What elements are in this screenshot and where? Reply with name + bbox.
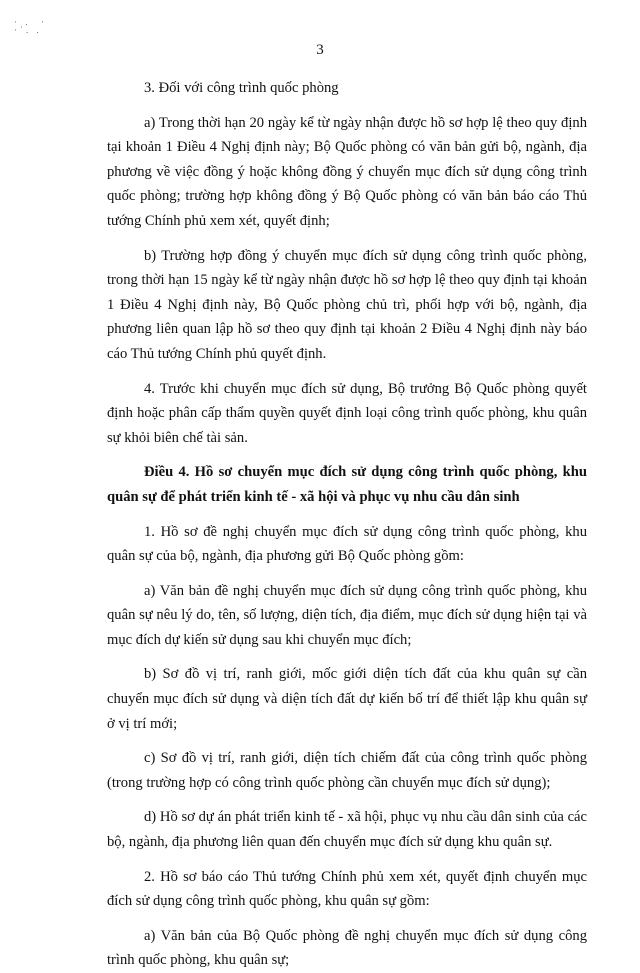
section-3b-paragraph: b) Trường hợp đồng ý chuyển mục đích sử dụng công trình quốc phòng, trong thời hạn 15 ngày kể từ ngày nhận được hồ sơ hợp lệ theo quy định tại khoản 1 Điều 4 Nghị định này, Bộ Quốc phòng chủ trì, phối hợp với bộ, ngành, địa phương liên quan lập hồ sơ theo quy định tại khoản 2 Điều 4 Nghị định này báo cáo Thủ tướng Chính phủ quyết định. — [107, 247, 587, 362]
section-3-title: 3. Đối với công trình quốc phòng — [144, 80, 339, 96]
article-4-heading: Điều 4. Hồ sơ chuyển mục đích sử dụng công trình quốc phòng, khu quân sự để phát triển kinh tế - xã hội và phục vụ nhu cầu dân sinh — [107, 464, 587, 505]
clause-1a-paragraph: a) Văn bản đề nghị chuyển mục đích sử dụng công trình quốc phòng, khu quân sự nêu lý do, tên, số lượng, diện tích, địa điểm, mục đích sử dụng hiện tại và mục đích dự kiến sử dụng sau khi chuyển mục đích; — [107, 582, 587, 648]
scan-specks: · . · ·˙. . — [14, 17, 47, 35]
article-4-clause-2: 2. Hồ sơ báo cáo Thủ tướng Chính phủ xem xét, quyết định chuyển mục đích sử dụng công trình quốc phòng, khu quân sự gồm: — [107, 868, 587, 910]
clause-1c-paragraph: c) Sơ đồ vị trí, ranh giới, diện tích chiếm đất của công trình quốc phòng (trong trường hợp có công trình quốc phòng cần chuyển mục đích sử dụng); — [107, 750, 587, 791]
section-4-paragraph: 4. Trước khi chuyển mục đích sử dụng, Bộ trưởng Bộ Quốc phòng quyết định hoặc phân cấp thẩm quyền quyết định loại công trình quốc phòng, khu quân sự khỏi biên chế tài sản. — [107, 380, 587, 446]
clause-1b-paragraph: b) Sơ đồ vị trí, ranh giới, mốc giới diện tích đất của khu quân sự cần chuyển mục đích sử dụng và diện tích đất dự kiến bố trí để thiết lập khu quân sự ở vị trí mới; — [107, 666, 587, 732]
clause-2a-paragraph: a) Văn bản của Bộ Quốc phòng đề nghị chuyển mục đích sử dụng công trình quốc phòng, khu quân sự; — [107, 927, 587, 969]
document-body — [107, 76, 587, 973]
page-number: 3 — [316, 42, 324, 58]
article-4-clause-1: 1. Hồ sơ đề nghị chuyển mục đích sử dụng công trình quốc phòng, khu quân sự của bộ, ngành, địa phương gửi Bộ Quốc phòng gồm: — [107, 523, 587, 565]
section-3a-paragraph: a) Trong thời hạn 20 ngày kể từ ngày nhận được hồ sơ hợp lệ theo quy định tại khoản 1 Điều 4 Nghị định này; Bộ Quốc phòng có văn bản gửi bộ, ngành, địa phương về việc đồng ý hoặc không đồng ý chuyển mục đích sử dụng công trình quốc phòng; trường hợp không đồng ý Bộ Quốc phòng có văn bản báo cáo Thủ tướng Chính phủ xem xét, quyết định; — [107, 114, 587, 229]
clause-1d-paragraph: d) Hồ sơ dự án phát triển kinh tế - xã hội, phục vụ nhu cầu dân sinh của các bộ, ngành, địa phương liên quan đến chuyển mục đích sử dụng khu quân sự. — [107, 809, 587, 851]
